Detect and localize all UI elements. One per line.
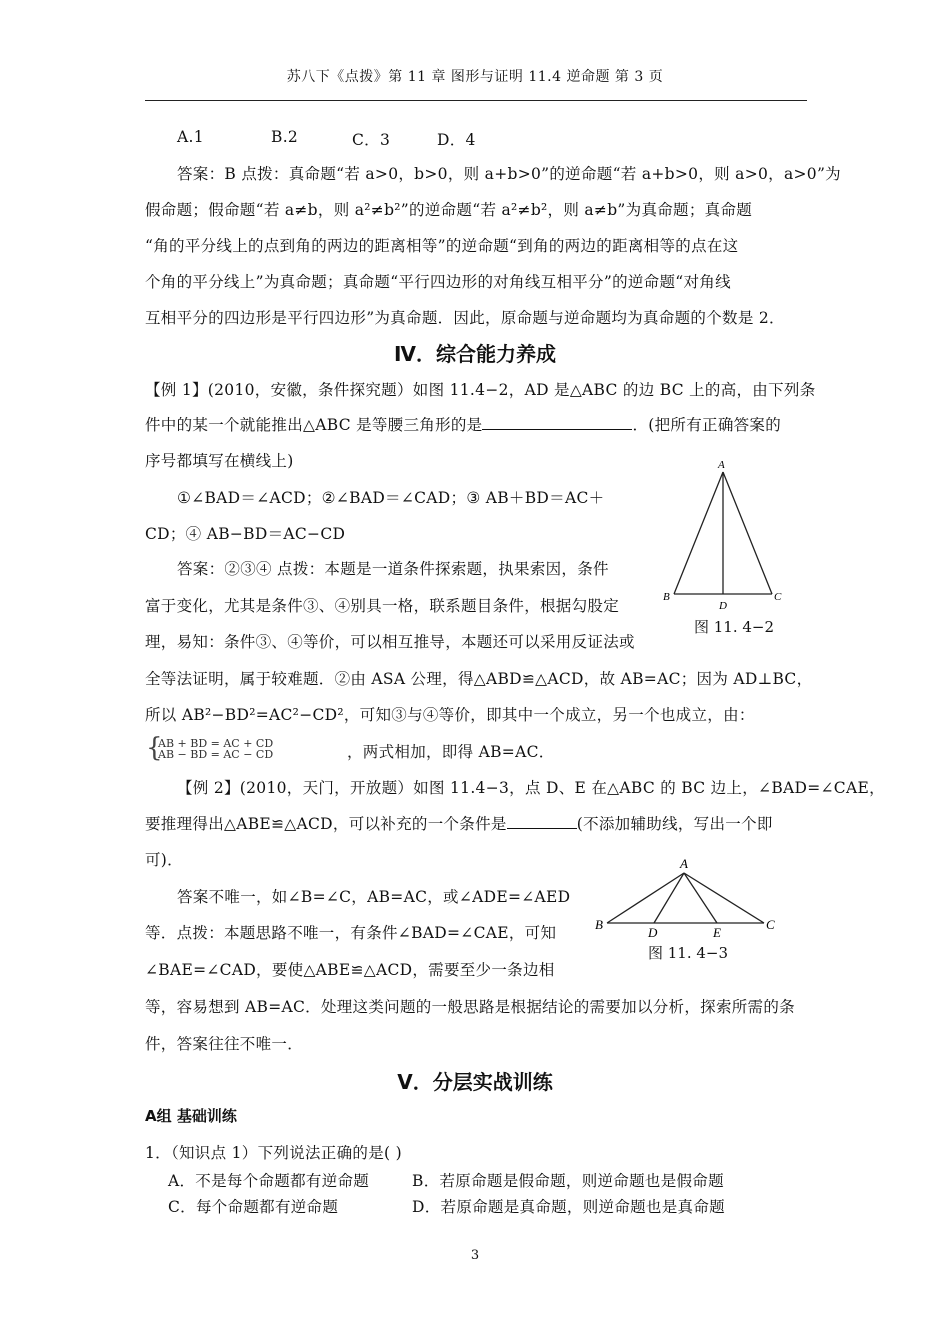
system-bottom: AB − BD = AC − CD — [158, 748, 274, 761]
label-b: B — [663, 591, 670, 603]
option-c: C．3 — [352, 131, 391, 149]
answer-line: 答案：B 点拨：真命题“若 a>0，b>0，则 a+b>0”的逆命题“若 a+b>0，则 a>0，a>0”为 — [177, 165, 841, 183]
answer-line: 互相平分的四边形是平行四边形”为真命题．因此，原命题与逆命题均为真命题的个数是 2． — [145, 309, 785, 327]
example1-conditions: ①∠BAD＝∠ACD；②∠BAD＝∠CAD；③ AB＋BD＝AC＋ — [177, 489, 605, 507]
group-title: A组 基础训练 — [145, 1107, 237, 1125]
example2-line: 件，答案往往不唯一． — [145, 1035, 304, 1053]
example1-line: 理，易知：条件③、④等价，可以相互推导，本题还可以采用反证法或 — [145, 633, 635, 651]
figure-triangle-1 — [655, 456, 800, 636]
example1-line: ，两式相加，即得 AB=AC． — [347, 743, 555, 761]
figure-caption: 图 11. 4−2 — [694, 618, 775, 636]
example1-line: 富于变化，尤其是条件③、④别具一格，联系题目条件，根据勾股定 — [145, 597, 620, 615]
answer-blank — [482, 414, 632, 430]
example2-line: ∠BAE=∠CAD，要使△ABE≌△ACD，需要至少一条边相 — [145, 961, 555, 979]
page-header: 苏八下《点拨》第 11 章 图形与证明 11.4 逆命题 第 3 页 — [286, 69, 664, 85]
example1-line2-a: 件中的某一个就能推出△ABC 是等腰三角形的是 — [145, 416, 483, 434]
example2-line — [145, 812, 773, 834]
segment-ae — [684, 873, 717, 923]
label-e: E — [713, 925, 721, 940]
example1-answer: 答案：②③④ 点拨：本题是一道条件探索题，执果索因，条件 — [177, 560, 609, 578]
page-number: 3 — [470, 1248, 480, 1263]
example1-line: 【例 1】(2010，安徽，条件探究题）如图 11.4−2，AD 是△ABC 的边 BC 上的高，由下列条 — [145, 381, 816, 399]
answer-blank — [507, 813, 577, 829]
answer-line: 个角的平分线上”为真命题；真命题“平行四边形的对角线互相平分”的逆命题“对角线 — [145, 273, 731, 291]
example2-answer: 答案不唯一，如∠B=∠C，AB=AC，或∠ADE=∠AED — [177, 888, 571, 906]
figure-triangle-2 — [592, 855, 792, 940]
answer-line: 假命题；假命题“若 a≠b，则 a²≠b²”的逆命题“若 a²≠b²，则 a≠b”为真命题；真命题 — [145, 201, 753, 219]
side-ab — [607, 873, 684, 923]
question-option-a: A．不是每个命题都有逆命题 — [168, 1172, 370, 1190]
example1-line: 所以 AB²−BD²=AC²−CD²，可知③与④等价，即其中一个成立，另一个也成立，由： — [145, 706, 755, 724]
example1-line: 全等法证明，属于较难题．②由 ASA 公理，得△ABD≌△ACD，故 AB=AC；因为 AD⊥BC， — [145, 670, 813, 688]
side-ab — [674, 472, 723, 594]
question-option-c: C．每个命题都有逆命题 — [168, 1198, 339, 1216]
header-rule — [145, 100, 807, 101]
question-option-d: D．若原命题是真命题，则逆命题也是真命题 — [412, 1198, 725, 1216]
question-stem: 1．（知识点 1）下列说法正确的是( ) — [145, 1144, 402, 1162]
example1-line: 序号都填写在横线上) — [145, 452, 294, 470]
label-a: A — [718, 459, 725, 471]
option-b: B.2 — [271, 128, 299, 146]
example2-line: 可)． — [145, 851, 183, 869]
example2-line2-a: 要推理得出△ABE≌△ACD，可以补充的一个条件是 — [145, 815, 507, 833]
example2-line: 等，容易想到 AB=AC．处理这类问题的一般思路是根据结论的需要加以分析，探索所需的条 — [145, 998, 795, 1016]
answer-line: “角的平分线上的点到角的两边的距离相等”的逆命题“到角的两边的距离相等的点在这 — [145, 237, 739, 255]
label-c: C — [774, 591, 782, 603]
system-top: AB + BD = AC + CD — [158, 737, 274, 750]
option-d: D．4 — [437, 131, 476, 149]
brace-icon: { — [146, 733, 163, 763]
side-ac — [723, 472, 772, 594]
side-ac — [684, 873, 764, 923]
question-option-b: B．若原命题是假命题，则逆命题也是假命题 — [412, 1172, 724, 1190]
section-heading: Ⅴ．分层实战训练 — [397, 1070, 553, 1094]
figure-caption: 图 11. 4−3 — [648, 944, 729, 962]
label-d: D — [648, 925, 658, 940]
label-b: B — [595, 917, 603, 932]
label-c: C — [766, 917, 775, 932]
example1-line2-b: ．(把所有正确答案的 — [632, 416, 782, 434]
example2-line2-b: (不添加辅助线，写出一个即 — [576, 815, 773, 833]
label-a: A — [680, 856, 688, 871]
example1-conditions: CD；④ AB−BD＝AC−CD — [145, 525, 346, 543]
segment-ad — [654, 873, 684, 923]
example1-line — [145, 413, 781, 435]
example2-line: 【例 2】(2010，天门，开放题）如图 11.4−3，点 D、E 在△ABC 的 BC 边上，∠BAD=∠CAE， — [177, 779, 885, 797]
option-a: A.1 — [177, 128, 204, 146]
section-heading: Ⅳ．综合能力养成 — [394, 342, 556, 366]
example2-line: 等．点拨：本题思路不唯一，有条件∠BAD=∠CAE，可知 — [145, 924, 557, 942]
label-d: D — [719, 600, 727, 612]
